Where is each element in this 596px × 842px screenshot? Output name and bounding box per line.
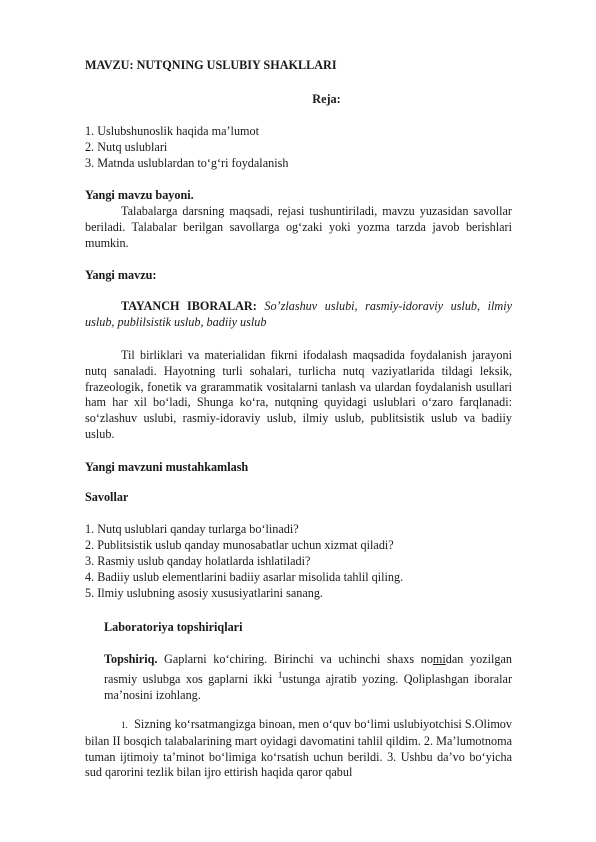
topic-body-paragraph: Til birliklari va materialidan fikrni ifodalash maqsadida foydalanish jarayoni nutq sanaladi. Hayotning turli sohalari, turlicha nutq vaziyatlarida tildagi leksik, frazeologik, fonetik va grarammatik vositalarni tanlash va ulardan foydalanish usullari ham har xil bo‘ladi, Shunga ko‘ra, nutqning quyidagi uslublari o‘zaro farqlanadi: so‘zlashuv uslubi, rasmiy-idoraviy uslub, ilmiy uslub, publitsistik uslub va badiiy uslub.: [85, 348, 512, 441]
exercise-text: Sizning ko‘rsatmangizga binoan, men o‘quv bo‘limi uslubiyotchisi S.Olimov bilan II bosqich talabalarining mart oyidagi davomatini tahlil qildim. 2. Ma’lumotnoma tuman ijtimoiy ta’minot bo‘limiga ko‘rsatish uchun berildi. 3. Ushbu da’vo bo‘yicha sud qarorini tezlik bilan ijro ettirish haqida qaror qabul: [85, 717, 512, 780]
lab-task-label: Topshiriq.: [104, 652, 158, 666]
question-item: 5. Ilmiy uslubning asosiy xususiyatlarini sanang.: [85, 586, 323, 600]
reja-item: 3. Matnda uslublardan to‘g‘ri foydalanish: [85, 156, 289, 170]
lab-task-paragraph: [104, 652, 512, 703]
new-topic-heading: Yangi mavzu:: [85, 268, 157, 282]
lab-task-text: ustunga ajratib yozing. Qoliplashgan iboralar ma’nosini izohlang.: [104, 671, 513, 702]
question-item: 4. Badiiy uslub elementlarini badiiy asarlar misolida tahlil qiling.: [85, 570, 404, 584]
lab-task-underlined: mi: [432, 652, 446, 666]
exercise-paragraph: [85, 717, 512, 781]
reja-item: 1. Uslubshunoslik haqida ma’lumot: [85, 124, 259, 138]
question-item: 1. Nutq uslublari qanday turlarga bo‘linadi?: [85, 522, 299, 536]
question-item: 3. Rasmiy uslub qanday holatlarda ishlatiladi?: [85, 554, 311, 568]
key-terms-paragraph: [85, 299, 512, 331]
exercise-number: 1.: [121, 720, 128, 730]
reja-item: 2. Nutq uslublari: [85, 140, 168, 154]
lab-task-text: Gaplarni ko‘chiring. Birinchi va uchinchi shaxs no: [157, 652, 433, 666]
key-terms-label: TAYANCH IBORALAR:: [121, 299, 257, 313]
key-terms-list: So’zlashuv uslubi, rasmiy-idoraviy uslub, ilmiy uslub, publilsistik uslub, badiiy uslub: [85, 299, 513, 329]
reja-heading: Reja:: [312, 92, 341, 106]
document-title: MAVZU: NUTQNING USLUBIY SHAKLLARI: [85, 58, 337, 72]
lab-task-text: dan yozilgan rasmiy uslubga xos gaplarni ikki: [104, 652, 512, 686]
reinforce-heading: Yangi mavzuni mustahkamlash: [85, 460, 249, 474]
intro-paragraph: Talabalarga darsning maqsadi, rejasi tushuntiriladi, mavzu yuzasidan savollar beriladi. Talabalar berilgan savollarga og‘zaki yoki yozma tarzda javob berishlari mumkin.: [85, 204, 512, 250]
lab-heading: Laboratoriya topshiriqlari: [104, 620, 243, 634]
questions-heading: Savollar: [85, 490, 129, 504]
question-item: 2. Publitsistik uslub qanday munosabatlar uchun xizmat qiladi?: [85, 538, 394, 552]
footnote-marker: 1: [277, 669, 283, 680]
intro-heading: Yangi mavzu bayoni.: [85, 188, 194, 202]
